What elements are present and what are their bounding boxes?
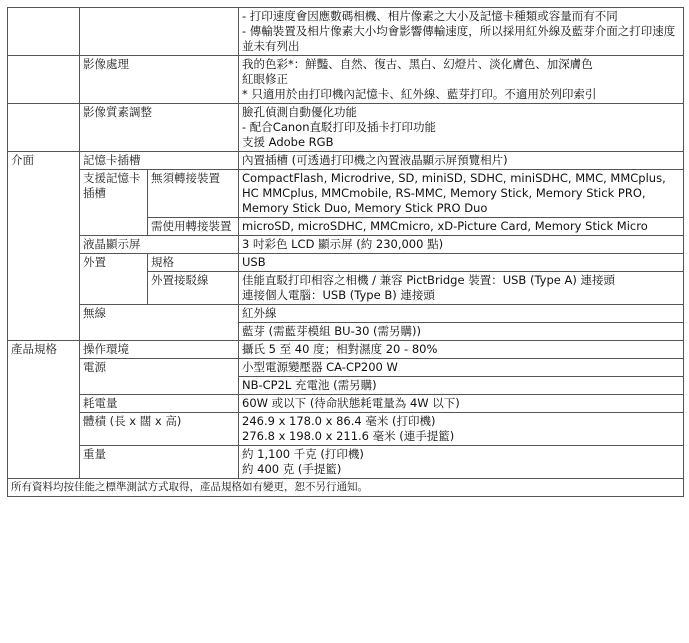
value-weight xyxy=(239,446,684,479)
empty-cell xyxy=(8,8,80,56)
value-line: 臉孔偵測自動優化功能 xyxy=(242,105,357,119)
label-consumption: 耗電量 xyxy=(80,395,239,413)
value-line: 佳能直駁打印相容之相機 / 兼容 PictBridge 裝置：USB (Type A) 連接頭 xyxy=(242,273,616,287)
label-product-specs: 產品規格 xyxy=(8,341,80,479)
value-external-connector xyxy=(239,272,684,305)
spec-table xyxy=(7,7,684,497)
value-lcd: 3 吋彩色 LCD 顯示屏 (約 230,000 點) xyxy=(239,236,684,254)
row-consumption xyxy=(8,395,684,413)
label-interface: 介面 xyxy=(8,152,80,341)
note-line: - 傳輸裝置及相片像素大小均會影響傳輸速度，所以採用紅外線及藍芽介面之打印速度並未有列出 xyxy=(242,24,676,53)
value-adapter: microSD, microSDHC, MMCmicro, xD-Picture Card, Memory Stick Micro xyxy=(239,218,684,236)
value-line: 我的色彩*：鮮豔、自然、復古、黑白、幻燈片、淡化膚色、加深膚色 xyxy=(242,57,593,71)
note-line: - 打印速度會因應數碼相機、相片像素之大小及記憶卡種類或容量而有不同 xyxy=(242,9,618,23)
value-env: 攝氏 5 至 40 度；相對濕度 20 - 80% xyxy=(239,341,684,359)
value-no-adapter: CompactFlash, Microdrive, SD, miniSD, SDHC, miniSDHC, MMC, MMCplus, HC MMCplus, MMCmobile, RS-MMC, Memory Stick, Memory Stick PRO, Memory Stick Duo, Memory Stick PRO Duo xyxy=(239,170,684,218)
row-card-slot xyxy=(8,152,684,170)
label-power: 電源 xyxy=(80,359,239,395)
value-dimensions xyxy=(239,413,684,446)
row-image-processing xyxy=(8,56,684,104)
print-speed-note xyxy=(239,8,684,56)
label-external: 外置 xyxy=(80,254,148,305)
row-lcd xyxy=(8,236,684,254)
value-consumption: 60W 或以下 (待命狀態耗電量為 4W 以下) xyxy=(239,395,684,413)
value-line: - 配合Canon直駁打印及插卡打印功能 xyxy=(242,120,436,134)
row-footer xyxy=(8,479,684,497)
value-line: 小型電源變壓器 CA-CP200 W xyxy=(242,360,398,374)
row-no-adapter xyxy=(8,170,684,218)
value-image-processing xyxy=(239,56,684,104)
row-env xyxy=(8,341,684,359)
value-power xyxy=(239,359,684,395)
label-external-connector: 外置接駁線 xyxy=(148,272,239,305)
value-line: 連接個人電腦：USB (Type B) 連接頭 xyxy=(242,288,435,302)
row-external-spec xyxy=(8,254,684,272)
label-lcd: 液晶顯示屏 xyxy=(80,236,239,254)
row-wireless xyxy=(8,305,684,341)
footer-note: 所有資料均按佳能之標準測試方式取得，產品規格如有變更，恕不另行通知。 xyxy=(8,479,684,497)
label-env: 操作環境 xyxy=(80,341,239,359)
empty-cell xyxy=(80,8,239,56)
empty-cell xyxy=(8,56,80,104)
label-weight: 重量 xyxy=(80,446,239,479)
row-print-speed-note xyxy=(8,8,684,56)
value-wireless xyxy=(239,305,684,341)
value-line: NB-CP2L 充電池 (需另購) xyxy=(239,376,683,394)
label-external-spec: 規格 xyxy=(148,254,239,272)
value-line: 紅外線 xyxy=(242,306,277,320)
label-quality-adjust: 影像質素調整 xyxy=(80,104,239,152)
value-line: 約 400 克 (手提籃) xyxy=(242,462,342,476)
value-card-slot: 內置插槽 (可透過打印機之內置液晶顯示屏預覽相片) xyxy=(239,152,684,170)
value-line: 246.9 x 178.0 x 86.4 毫米 (打印機) xyxy=(242,414,436,428)
value-line: 紅眼修正 xyxy=(242,72,288,86)
label-no-adapter: 無須轉接裝置 xyxy=(148,170,239,218)
value-line: 276.8 x 198.0 x 211.6 毫米 (連手提籃) xyxy=(242,429,455,443)
value-line: 支援 Adobe RGB xyxy=(242,135,334,149)
value-line: * 只適用於由打印機內記憶卡、紅外線、藍芽打印。不適用於列印索引 xyxy=(242,87,597,101)
value-line: 藍芽 (需藍芽模組 BU-30 (需另購)) xyxy=(239,322,683,340)
value-external-spec: USB xyxy=(239,254,684,272)
label-supported-slots: 支援記憶卡插槽 xyxy=(80,170,148,236)
label-image-processing: 影像處理 xyxy=(80,56,239,104)
row-quality-adjust xyxy=(8,104,684,152)
row-power xyxy=(8,359,684,395)
empty-cell xyxy=(8,104,80,152)
row-weight xyxy=(8,446,684,479)
value-quality-adjust xyxy=(239,104,684,152)
label-wireless: 無線 xyxy=(80,305,239,341)
label-adapter: 需使用轉接裝置 xyxy=(148,218,239,236)
label-card-slot: 記憶卡插槽 xyxy=(80,152,239,170)
value-line: 約 1,100 千克 (打印機) xyxy=(242,447,364,461)
label-dimensions: 體積 (長 x 闊 x 高) xyxy=(80,413,239,446)
row-dimensions xyxy=(8,413,684,446)
